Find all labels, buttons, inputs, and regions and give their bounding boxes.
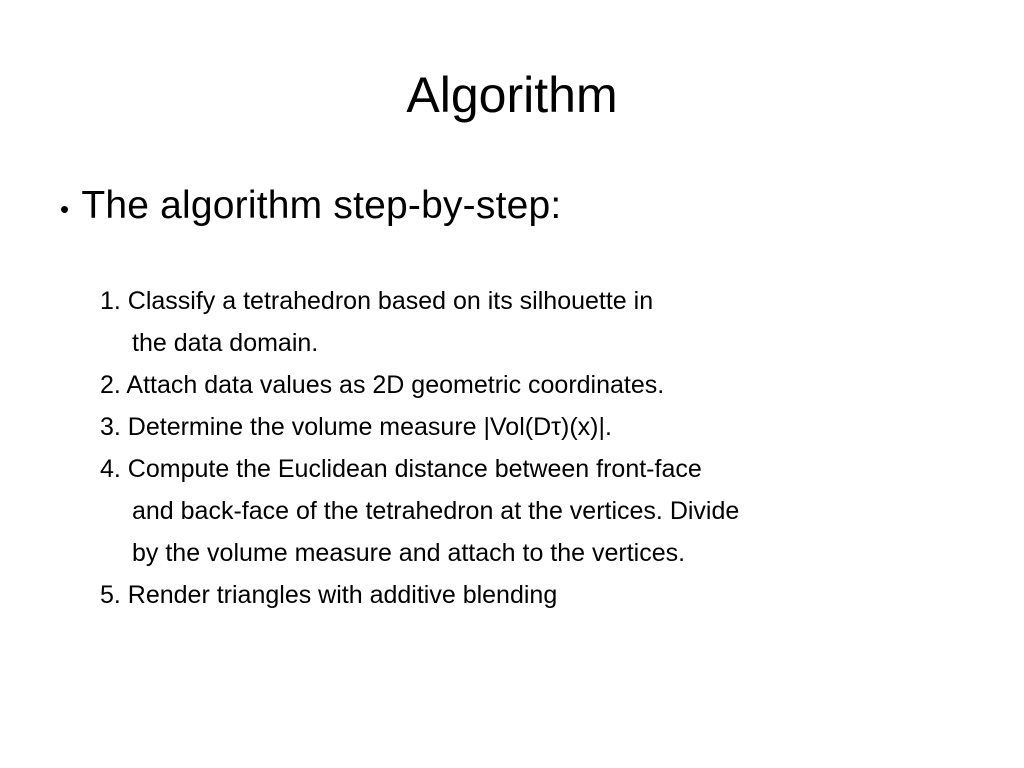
slide-title: Algorithm	[406, 67, 618, 123]
step-line: 4. Compute the Euclidean distance between front-face	[100, 455, 702, 483]
step-item	[100, 280, 980, 364]
step-line-continuation: and back-face of the tetrahedron at the vertices. Divide	[132, 497, 740, 525]
bullet-item	[60, 180, 561, 235]
step-line-continuation: by the volume measure and attach to the vertices.	[132, 539, 686, 567]
step-item	[100, 406, 980, 448]
step-line-continuation: the data domain.	[132, 329, 319, 357]
step-line: 2. Attach data values as 2D geometric coordinates.	[100, 371, 665, 399]
bullet-text: The algorithm step-by-step:	[81, 184, 562, 227]
step-line: 3. Determine the volume measure |Vol(Dτ)(x)|.	[100, 413, 612, 441]
step-line: 5. Render triangles with additive blending	[100, 581, 558, 609]
step-item	[100, 364, 980, 406]
step-line: 1. Classify a tetrahedron based on its silhouette in	[100, 287, 654, 315]
steps-list	[100, 280, 980, 616]
step-item	[100, 448, 980, 574]
bullet-marker: •	[60, 194, 70, 224]
step-item	[100, 574, 980, 616]
